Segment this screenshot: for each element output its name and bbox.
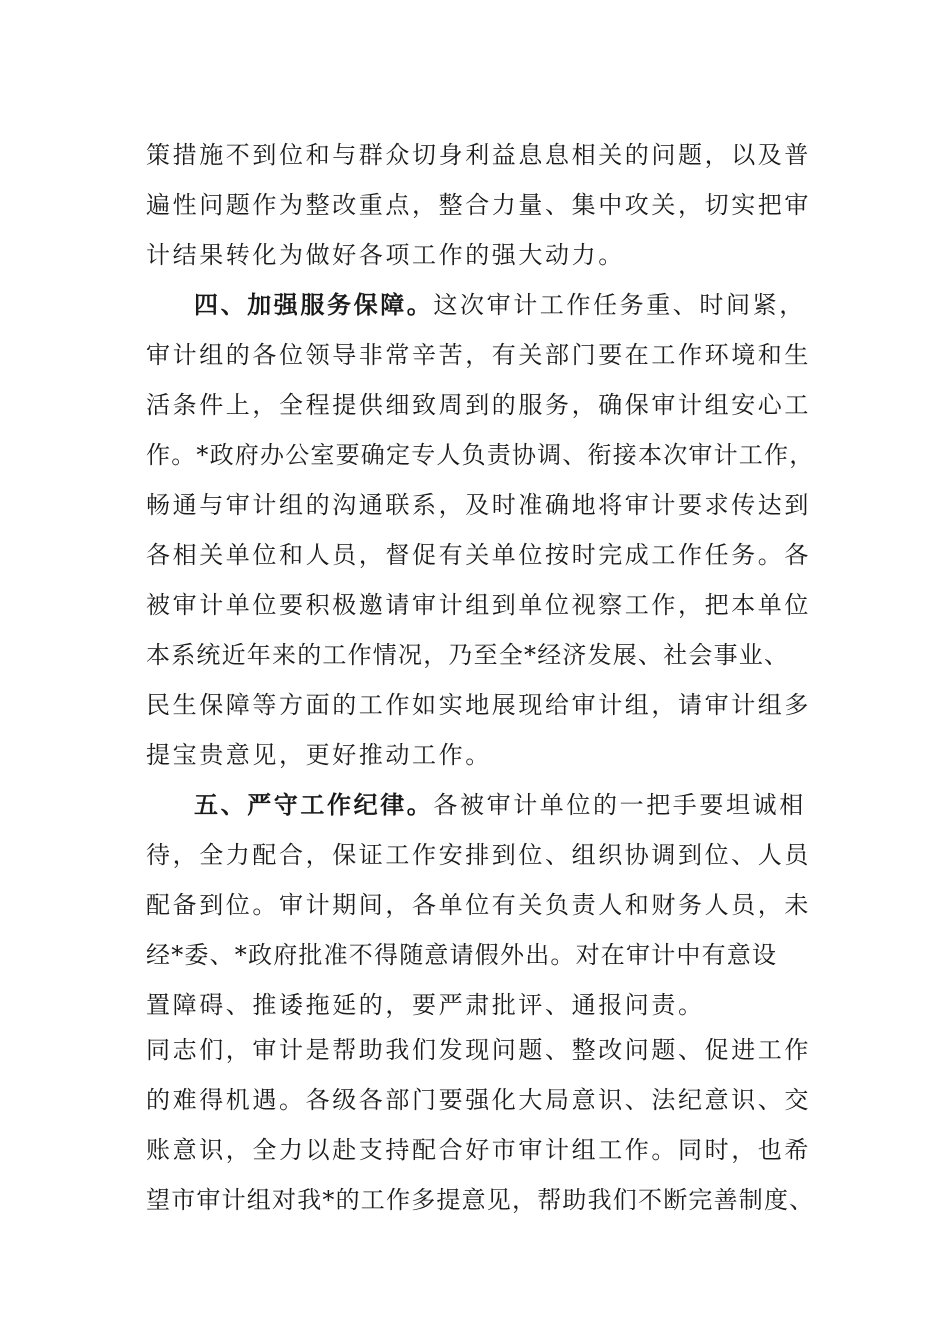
paragraph-line: 活条件上，全程提供细致周到的服务，确保审计组安心工 [146, 391, 811, 419]
section-4-heading: 四、加强服务保障。 [194, 291, 434, 319]
paragraph-line: 的难得机遇。各级各部门要强化大局意识、法纪意识、交 [146, 1086, 811, 1114]
paragraph-line: 计结果转化为做好各项工作的强大动力。 [146, 241, 625, 269]
paragraph-line: 被审计单位要积极邀请审计组到单位视察工作，把本单位 [146, 591, 811, 619]
paragraph-line: 审计组的各位领导非常辛苦，有关部门要在工作环境和生 [146, 341, 811, 369]
paragraph-line: 遍性问题作为整改重点，整合力量、集中攻关，切实把审 [146, 191, 811, 219]
section-5-first-line-text: 各被审计单位的一把手要坦诚相 [433, 791, 806, 819]
paragraph-line: 经*委、*政府批准不得随意请假外出。对在审计中有意设 [146, 941, 778, 969]
section-5-heading: 五、严守工作纪律。 [194, 791, 434, 819]
paragraph-line: 作。*政府办公室要确定专人负责协调、衔接本次审计工作， [146, 441, 815, 469]
paragraph-line: 账意识，全力以赴支持配合好市审计组工作。同时，也希 [146, 1136, 811, 1164]
paragraph-line: 提宝贵意见，更好推动工作。 [146, 741, 492, 769]
section-4-first-line [194, 280, 884, 330]
paragraph-line: 配备到位。审计期间，各单位有关负责人和财务人员，未 [146, 891, 811, 919]
section-4-first-line-text: 这次审计工作任务重、时间紧， [433, 291, 806, 319]
paragraph-line: 望市审计组对我*的工作多提意见，帮助我们不断完善制度、 [146, 1186, 815, 1214]
section-5-first-line [194, 780, 884, 830]
paragraph-line: 策措施不到位和与群众切身利益息息相关的问题，以及普 [146, 141, 811, 169]
paragraph-line: 待，全力配合，保证工作安排到位、组织协调到位、人员 [146, 841, 811, 869]
paragraph-line: 同志们，审计是帮助我们发现问题、整改问题、促进工作 [146, 1036, 811, 1064]
paragraph-line: 畅通与审计组的沟通联系，及时准确地将审计要求传达到 [146, 491, 811, 519]
paragraph-line: 各相关单位和人员，督促有关单位按时完成工作任务。各 [146, 541, 811, 569]
paragraph-line: 本系统近年来的工作情况，乃至全*经济发展、社会事业、 [146, 641, 790, 669]
paragraph-line: 民生保障等方面的工作如实地展现给审计组，请审计组多 [146, 691, 811, 719]
paragraph-line: 置障碍、推诿拖延的，要严肃批评、通报问责。 [146, 991, 705, 1019]
